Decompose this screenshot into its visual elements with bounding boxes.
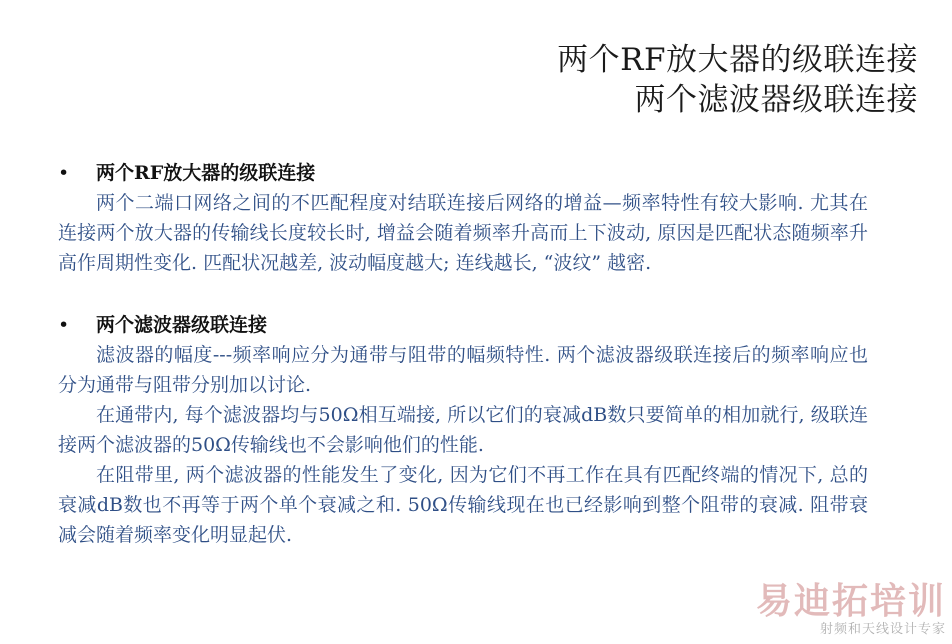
- watermark-logo: [756, 582, 946, 638]
- bullet-heading: [58, 310, 868, 340]
- bullet-heading: [58, 158, 868, 188]
- slide-content: [58, 158, 868, 582]
- paragraph: 在阻带里, 两个滤波器的性能发生了变化, 因为它们不再工作在具有匹配终端的情况下, 总的衰减dB数也不再等于两个单个衰减之和. 50Ω传输线现在也已经影响到整个阻带的衰减. 阻带衰减会随着频率变化明显起伏.: [58, 464, 868, 546]
- slide-title: [557, 40, 918, 120]
- slide-title-line-1: 两个RF放大器的级联连接: [557, 42, 918, 78]
- section-filter-cascade: [58, 310, 868, 550]
- paragraph: 在通带内, 每个滤波器均与50Ω相互端接, 所以它们的衰减dB数只要简单的相加就行, 级联连接两个滤波器的50Ω传输线也不会影响他们的性能.: [58, 404, 868, 456]
- section-rf-amplifier-cascade: [58, 158, 868, 278]
- paragraph: 两个二端口网络之间的不匹配程度对结联连接后网络的增益—频率特性有较大影响. 尤其在连接两个放大器的传输线长度较长时, 增益会随着频率升高而上下波动, 原因是匹配状态随频率升高作周期性变化. 匹配状况越差, 波动幅度越大; 连线越长, “波纹” 越密.: [58, 192, 868, 274]
- watermark-tagline: 射频和天线设计专家: [819, 622, 946, 637]
- slide-title-line-2: 两个滤波器级联连接: [634, 82, 918, 118]
- bullet-icon: •: [58, 162, 70, 184]
- section-heading: 两个RF放大器的级联连接: [96, 162, 316, 184]
- section-heading: 两个滤波器级联连接: [96, 314, 268, 336]
- watermark-brand: 易迪拓培训: [755, 581, 946, 622]
- bullet-icon: •: [58, 314, 70, 336]
- paragraph: 滤波器的幅度---频率响应分为通带与阻带的幅频特性. 两个滤波器级联连接后的频率响应也分为通带与阻带分别加以讨论.: [58, 344, 868, 396]
